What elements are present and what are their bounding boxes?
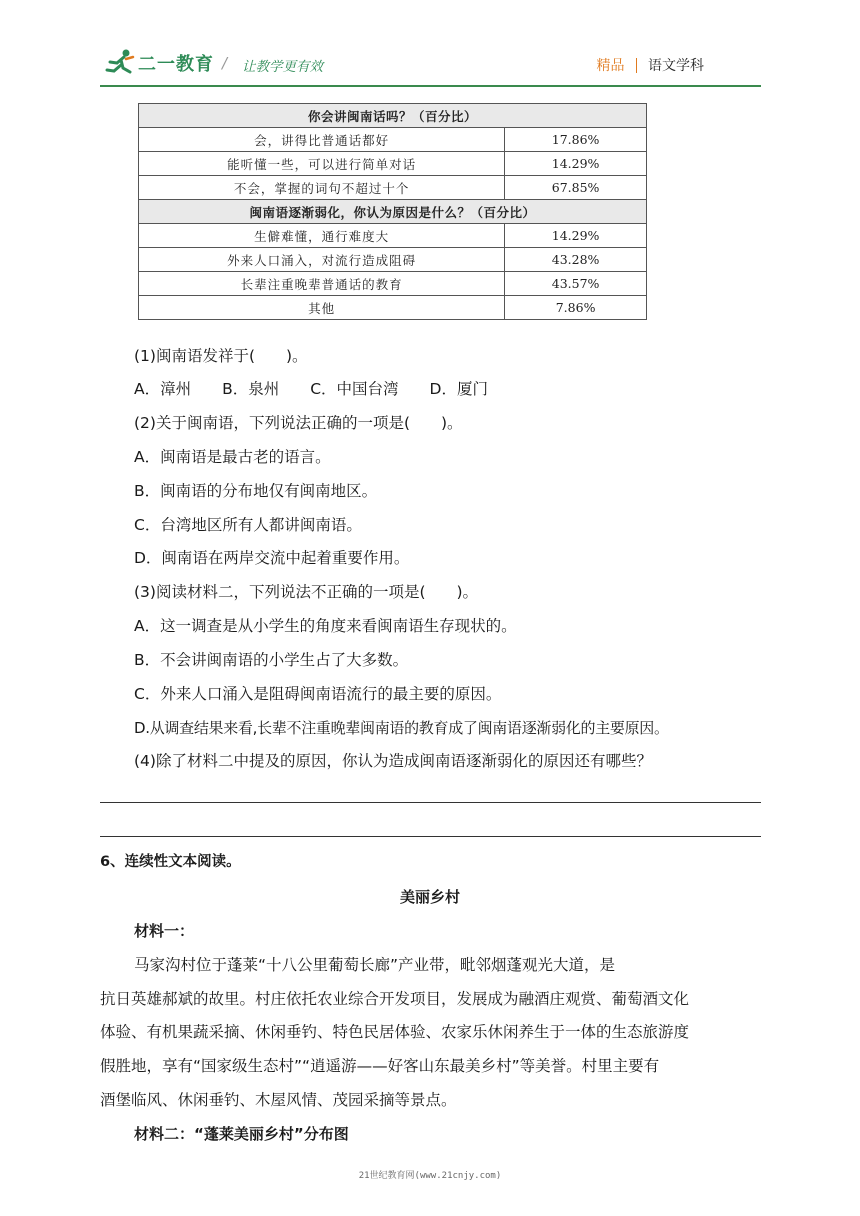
- logo-text: 二一教育: [138, 54, 214, 75]
- question-3-option-a: A．这一调查是从小学生的角度来看闽南语生存现状的。: [134, 617, 517, 635]
- table-row: [139, 248, 647, 272]
- material-2-label: 材料二：“蓬莱美丽乡村”分布图: [134, 1125, 349, 1143]
- table-cell: 不会，掌握的词句不超过十个: [139, 176, 505, 200]
- question-4: (4)除了材料二中提及的原因，你认为造成闽南语逐渐弱化的原因还有哪些？: [134, 752, 652, 770]
- header-slogan: 让教学更有效: [242, 59, 323, 75]
- table-row: [139, 152, 647, 176]
- answer-line: [100, 836, 761, 837]
- table-row: [139, 200, 647, 224]
- survey-table: [138, 103, 647, 320]
- table-row: [139, 176, 647, 200]
- paragraph-line: 假胜地，享有“国家级生态村”“逍遥游——好客山东最美乡村”等美誉。村里主要有: [100, 1057, 660, 1075]
- question-2-option-d: D．闽南语在两岸交流中起着重要作用。: [134, 549, 410, 567]
- table-cell: 17.86%: [505, 128, 647, 152]
- table-cell: 43.28%: [505, 248, 647, 272]
- question-3-option-c: C．外来人口涌入是阻碍闽南语流行的最主要的原因。: [134, 685, 502, 703]
- paragraph-line: 体验、有机果蔬采摘、休闲垂钓、特色民居体验、农家乐休闲养生于一体的生态旅游度: [100, 1023, 690, 1041]
- table-cell: 能听懂一些，可以进行简单对话: [139, 152, 505, 176]
- table-row: [139, 296, 647, 320]
- table-cell: 67.85%: [505, 176, 647, 200]
- table-cell: 会，讲得比普通话都好: [139, 128, 505, 152]
- table-cell: 其他: [139, 296, 505, 320]
- quality-badge: 精品: [596, 58, 625, 74]
- table-cell: 43.57%: [505, 272, 647, 296]
- material-1-label: 材料一：: [134, 922, 195, 940]
- table-cell: 外来人口涌入，对流行造成阻碍: [139, 248, 505, 272]
- paragraph-line: 酒堡临风、休闲垂钓、木屋风情、茂园采摘等景点。: [100, 1091, 457, 1109]
- page-footer: 21世纪教育网(www.21cnjy.com): [358, 1171, 502, 1181]
- question-3: (3)阅读材料二，下列说法不正确的一项是( )。: [134, 583, 479, 601]
- runner-logo-icon: [104, 48, 136, 78]
- table-cell: 14.29%: [505, 224, 647, 248]
- passage-title: 美丽乡村: [399, 888, 460, 906]
- question-3-option-b: B．不会讲闽南语的小学生占了大多数。: [134, 651, 409, 669]
- header-divider: [636, 58, 638, 73]
- table-row: [139, 224, 647, 248]
- table-row: [139, 128, 647, 152]
- table-cell: 生僻难懂，通行难度大: [139, 224, 505, 248]
- survey-question-2: 闽南语逐渐弱化，你认为原因是什么？（百分比）: [139, 200, 647, 224]
- question-2: (2)关于闽南语，下列说法正确的一项是( )。: [134, 414, 463, 432]
- question-2-option-a: A．闽南语是最古老的语言。: [134, 448, 331, 466]
- logo: [104, 46, 214, 80]
- paragraph-line: 马家沟村位于蓬莱“十八公里葡萄长廊”产业带，毗邻烟蓬观光大道，是: [134, 956, 616, 974]
- paragraph-line: 抗日英雄郝斌的故里。村庄依托农业综合开发项目，发展成为融酒庄观赏、葡萄酒文化: [100, 990, 690, 1008]
- question-1: (1)闽南语发祥于( )。: [134, 347, 308, 365]
- question-2-option-c: C．台湾地区所有人都讲闽南语。: [134, 516, 362, 534]
- header-separator: /: [222, 54, 228, 72]
- table-cell: 7.86%: [505, 296, 647, 320]
- survey-question-1: 你会讲闽南话吗？（百分比）: [139, 104, 647, 128]
- table-cell: 14.29%: [505, 152, 647, 176]
- table-row: [139, 104, 647, 128]
- header-right: [597, 55, 705, 75]
- table-row: [139, 272, 647, 296]
- question-3-option-d: D.从调查结果来看,长辈不注重晚辈闽南语的教育成了闽南语逐渐弱化的主要原因。: [134, 719, 669, 737]
- page-header: [0, 0, 860, 90]
- header-rule: [100, 85, 761, 87]
- section-heading: 6、连续性文本阅读。: [100, 854, 241, 870]
- question-1-options: A．漳州 B．泉州 C．中国台湾 D．厦门: [134, 380, 488, 398]
- question-2-option-b: B．闽南语的分布地仅有闽南地区。: [134, 482, 378, 500]
- table-cell: 长辈注重晚辈普通话的教育: [139, 272, 505, 296]
- subject-label: 语文学科: [648, 58, 704, 74]
- answer-line: [100, 802, 761, 803]
